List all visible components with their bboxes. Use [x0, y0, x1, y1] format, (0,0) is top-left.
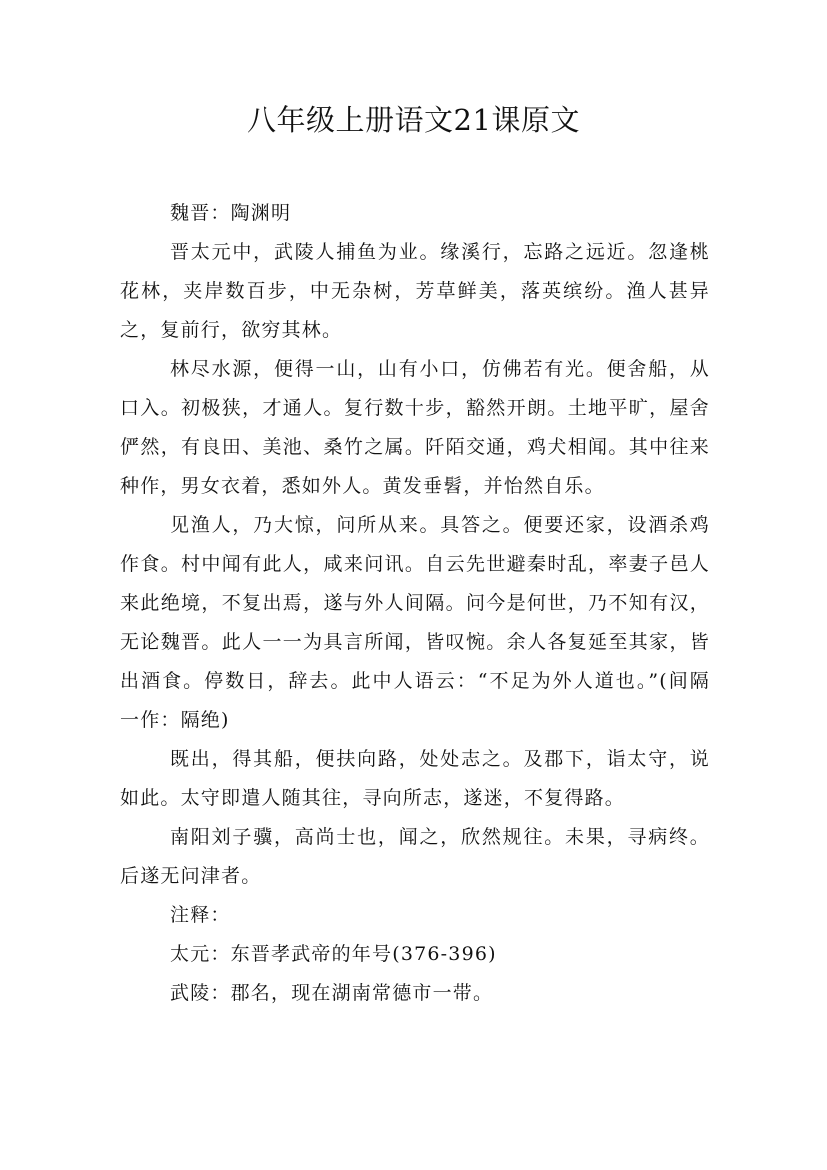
paragraph-3: 见渔人，乃大惊，问所从来。具答之。便要还家，设酒杀鸡作食。村中闻有此人，咸来问讯。自云先世避秦时乱，率妻子邑人来此绝境，不复出焉，遂与外人间隔。问今是何世，乃不知有汉，无论魏晋。此人一一为具言所闻，皆叹惋。余人各复延至其家，皆出酒食。停数日，辞去。此中人语云：“不足为外人道也。”(间隔 一作：隔绝): [120, 514, 710, 731]
paragraph-2: 林尽水源，便得一山，山有小口，仿佛若有光。便舍船，从口入。初极狭，才通人。复行数十步，豁然开朗。土地平旷，屋舍俨然，有良田、美池、桑竹之属。阡陌交通，鸡犬相闻。其中往来种作，男女衣着，悉如外人。黄发垂髫，并怡然自乐。: [120, 358, 710, 497]
paragraph-4: 既出，得其船，便扶向路，处处志之。及郡下，诣太守，说如此。太守即遣人随其往，寻向所志，遂迷，不复得路。: [120, 748, 710, 809]
notes-heading: 注释：: [170, 904, 231, 926]
author-line: 魏晋：陶渊明: [170, 202, 292, 224]
document-body: [120, 194, 710, 1013]
document-title: 八年级上册语文21课原文: [247, 103, 580, 137]
note-item: 太元：东晋孝武帝的年号(376-396): [170, 943, 497, 965]
paragraph-5: 南阳刘子骥，高尚士也，闻之，欣然规往。未果，寻病终。后遂无问津者。: [120, 826, 710, 887]
note-item: 武陵：郡名，现在湖南常德市一带。: [170, 982, 494, 1004]
paragraph-1: 晋太元中，武陵人捕鱼为业。缘溪行，忘路之远近。忽逢桃花林，夹岸数百步，中无杂树，芳草鲜美，落英缤纷。渔人甚异之，复前行，欲穷其林。: [120, 241, 710, 341]
